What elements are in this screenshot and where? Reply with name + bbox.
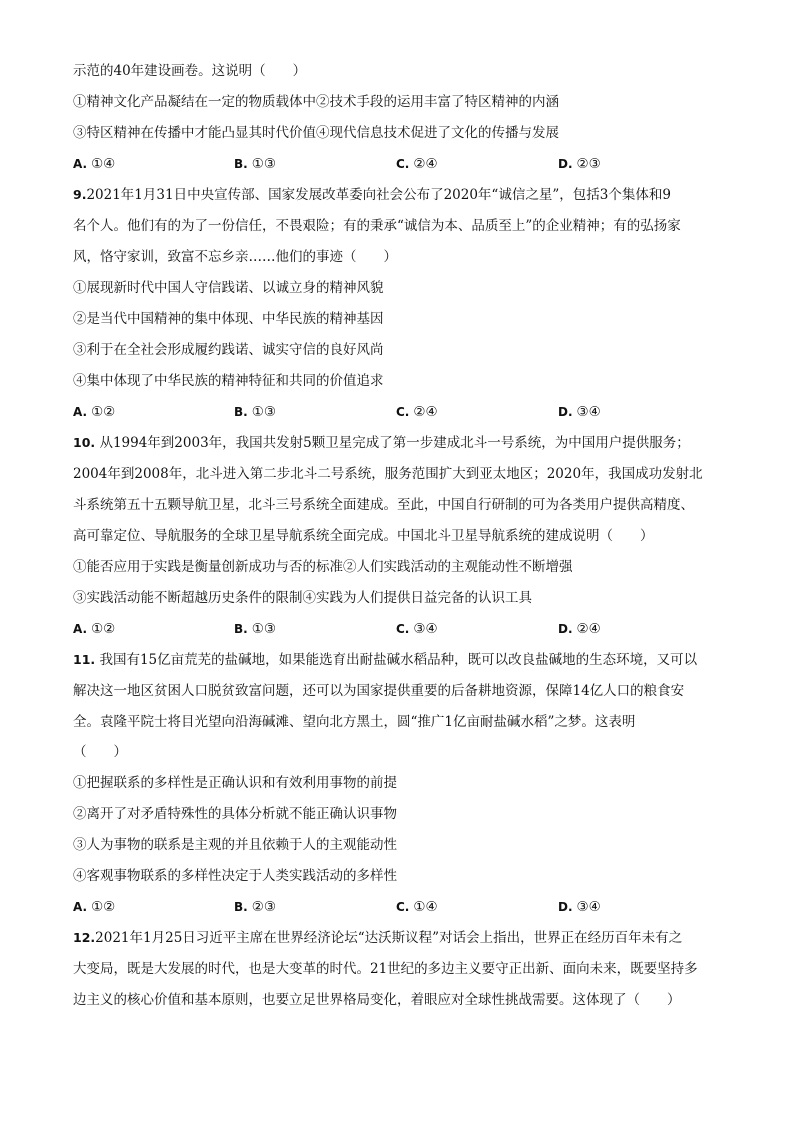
option-text: ③④ [413, 621, 438, 637]
q11-statement: ④客观事物联系的多样性决定于人类实践活动的多样性 [73, 868, 397, 884]
q9-option-b[interactable] [234, 403, 276, 421]
q10-statement: ③实践活动能不断超越历史条件的限制④实践为人们提供日益完备的认识工具 [73, 590, 532, 606]
q8-statement: ①精神文化产品凝结在一定的物质载体中②技术手段的运用丰富了特区精神的内涵 [73, 94, 559, 110]
q10-stem-line [73, 434, 723, 452]
q9-stem-line [73, 186, 723, 204]
option-text: ②③ [576, 156, 601, 172]
q8-option-c[interactable] [396, 155, 438, 173]
option-letter: C. [396, 622, 410, 636]
q9-statement: ②是当代中国精神的集中体现、中华民族的精神基因 [73, 311, 384, 327]
option-letter: D. [558, 900, 573, 914]
option-letter: B. [234, 157, 248, 171]
q8-option-a[interactable] [73, 155, 115, 173]
q11-stem-line: （ ） [73, 744, 127, 760]
q9-stem-line: 风，恪守家训，致富不忘乡亲……他们的事迹（ ） [73, 249, 397, 265]
option-text: ①④ [413, 899, 438, 915]
option-letter: A. [73, 900, 88, 914]
q11-stem-line: 全。袁隆平院士将目光望向沿海碱滩、望向北方黑土，圆“推广1亿亩耐盐碱水稻”之梦。这表明 [73, 714, 636, 730]
q9-stem-line: 名个人。他们有的为了一份信任，不畏艰险；有的秉承“诚信为本、品质至上”的企业精神；有的弘扬家 [73, 218, 681, 234]
option-letter: C. [396, 157, 410, 171]
q11-stem-line: 解决这一地区贫困人口脱贫致富问题，还可以为国家提供重要的后备耕地资源，保障14亿人口的粮食安 [73, 683, 685, 699]
q11-statement: ③人为事物的联系是主观的并且依赖于人的主观能动性 [73, 837, 397, 853]
q9-statement: ④集中体现了中华民族的精神特征和共同的价值追求 [73, 373, 384, 389]
q11-option-b[interactable] [234, 898, 276, 916]
q10-option-c[interactable] [396, 620, 438, 638]
option-letter: D. [558, 622, 573, 636]
option-text: ①③ [251, 621, 276, 637]
q11-stem-line [73, 651, 723, 669]
q12-stem-line: 边主义的核心价值和基本原则，也要立足世界格局变化，着眼应对全球性挑战需要。这体现了（ ） [73, 992, 681, 1008]
q11-option-d[interactable] [558, 898, 601, 916]
option-letter: D. [558, 157, 573, 171]
q11-option-a[interactable] [73, 898, 115, 916]
q10-stem-line: 高可靠定位、导航服务的全球卫星导航系统全面完成。中国北斗卫星导航系统的建成说明（ ） [73, 528, 654, 544]
option-text: ②④ [413, 156, 438, 172]
option-letter: A. [73, 157, 88, 171]
q9-option-a[interactable] [73, 403, 115, 421]
q8-stem-tail: 示范的40年建设画卷。这说明（ ） [73, 63, 307, 79]
exam-page [73, 62, 723, 1009]
option-letter: C. [396, 900, 410, 914]
q10-statement: ①能否应用于实践是衡量创新成功与否的标准②人们实践活动的主观能动性不断增强 [73, 559, 573, 575]
option-letter: B. [234, 900, 248, 914]
q10-stem-line: 斗系统第五十五颗导航卫星，北斗三号系统全面建成。至此，中国自行研制的可为各类用户提供高精度、 [73, 497, 694, 513]
option-letter: A. [73, 622, 88, 636]
option-letter: B. [234, 622, 248, 636]
question-number: 9. [73, 187, 87, 202]
q8-options [73, 155, 723, 173]
option-text: ①② [91, 404, 116, 420]
q11-statement: ①把握联系的多样性是正确认识和有效利用事物的前提 [73, 775, 397, 791]
q10-stem-text: 从1994年到2003年，我国共发射5颗卫星完成了第一步建成北斗一号系统，为中国用户提供服务； [99, 435, 690, 451]
q9-option-d[interactable] [558, 403, 601, 421]
q10-option-a[interactable] [73, 620, 115, 638]
option-text: ①② [91, 899, 116, 915]
q11-stem-text: 我国有15亿亩荒芜的盐碱地，如果能选育出耐盐碱水稻品种，既可以改良盐碱地的生态环境，又可以 [99, 652, 698, 668]
option-text: ②④ [576, 621, 601, 637]
option-letter: A. [73, 405, 88, 419]
option-text: ①④ [91, 156, 116, 172]
q10-stem-line: 2004年到2008年，北斗进入第二步北斗二号系统，服务范围扩大到亚太地区；2020年，我国成功发射北 [73, 466, 703, 482]
option-text: ①③ [251, 404, 276, 420]
option-text: ①③ [251, 156, 276, 172]
q9-statement: ③利于在全社会形成履约践诺、诚实守信的良好风尚 [73, 342, 384, 358]
q11-statement: ②离开了对矛盾特殊性的具体分析就不能正确认识事物 [73, 806, 397, 822]
q12-stem-line [73, 929, 723, 947]
q9-stem-text: 2021年1月31日中央宣传部、国家发展改革委向社会公布了2020年“诚信之星”，包括3个集体和9 [86, 187, 671, 203]
q9-option-c[interactable] [396, 403, 438, 421]
option-text: ③④ [576, 899, 601, 915]
q8-option-b[interactable] [234, 155, 276, 173]
option-letter: C. [396, 405, 410, 419]
question-number: 11. [73, 652, 96, 667]
q12-stem-text: 2021年1月25日习近平主席在世界经济论坛“达沃斯议程”对话会上指出，世界正在经历百年未有之 [95, 930, 683, 946]
q9-options [73, 403, 723, 421]
option-text: ①② [91, 621, 116, 637]
option-text: ②③ [251, 899, 276, 915]
q10-option-b[interactable] [234, 620, 276, 638]
q10-options [73, 620, 723, 638]
q9-statement: ①展现新时代中国人守信践诺、以诚立身的精神风貌 [73, 280, 384, 296]
q11-options [73, 898, 723, 916]
q8-option-d[interactable] [558, 155, 601, 173]
option-text: ③④ [576, 404, 601, 420]
q12-stem-line: 大变局，既是大发展的时代，也是大变革的时代。21世纪的多边主义要守正出新、面向未来，既要坚持多 [73, 961, 698, 977]
option-letter: B. [234, 405, 248, 419]
q8-statement: ③特区精神在传播中才能凸显其时代价值④现代信息技术促进了文化的传播与发展 [73, 125, 559, 141]
q11-option-c[interactable] [396, 898, 438, 916]
question-number: 12. [73, 930, 96, 945]
question-number: 10. [73, 435, 96, 450]
q10-option-d[interactable] [558, 620, 601, 638]
option-text: ②④ [413, 404, 438, 420]
option-letter: D. [558, 405, 573, 419]
